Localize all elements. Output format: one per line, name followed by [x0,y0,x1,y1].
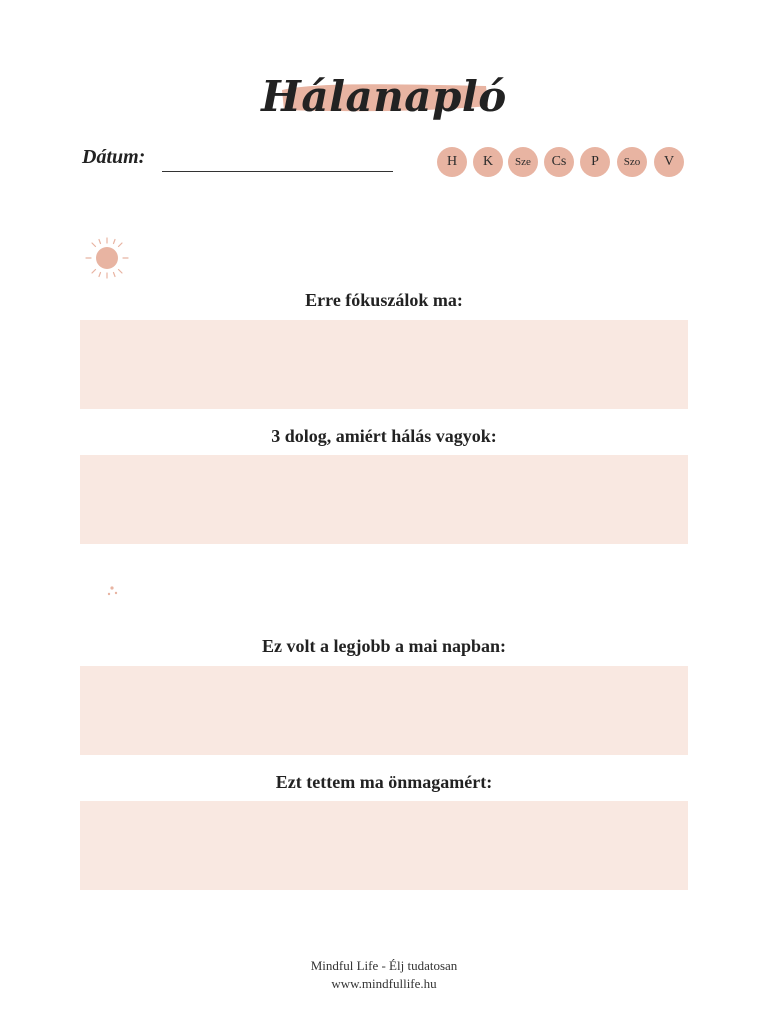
day-circle-v[interactable]: V [654,147,684,177]
best-of-day-input-box[interactable] [80,666,688,755]
day-circle-cs[interactable]: Cs [544,147,574,177]
date-label: Dátum: [82,146,146,168]
page-title: Hálanapló [261,72,507,121]
day-circle-k[interactable]: K [473,147,503,177]
self-care-input-box[interactable] [80,801,688,890]
day-circle-p[interactable]: P [580,147,610,177]
page-title-area [0,62,768,132]
grateful-input-box[interactable] [80,455,688,544]
footer-brand: Mindful Life - Élj tudatosan [310,958,458,973]
day-circle-h[interactable]: H [437,147,467,177]
sun-icon [84,236,130,280]
footer-url[interactable]: www.mindfullife.hu [331,976,437,991]
day-circle-szo[interactable]: Szo [617,147,647,177]
focus-label: Erre fókuszálok ma: [305,290,463,310]
moon-icon [88,579,128,617]
focus-input-box[interactable] [80,320,688,409]
date-field-line[interactable] [162,171,393,172]
best-of-day-label: Ez volt a legjobb a mai napban: [261,636,507,656]
day-circle-sze[interactable]: Sze [508,147,538,177]
grateful-label: 3 dolog, amiért hálás vagyok: [271,426,497,446]
self-care-label: Ezt tettem ma önmagamért: [275,772,493,792]
